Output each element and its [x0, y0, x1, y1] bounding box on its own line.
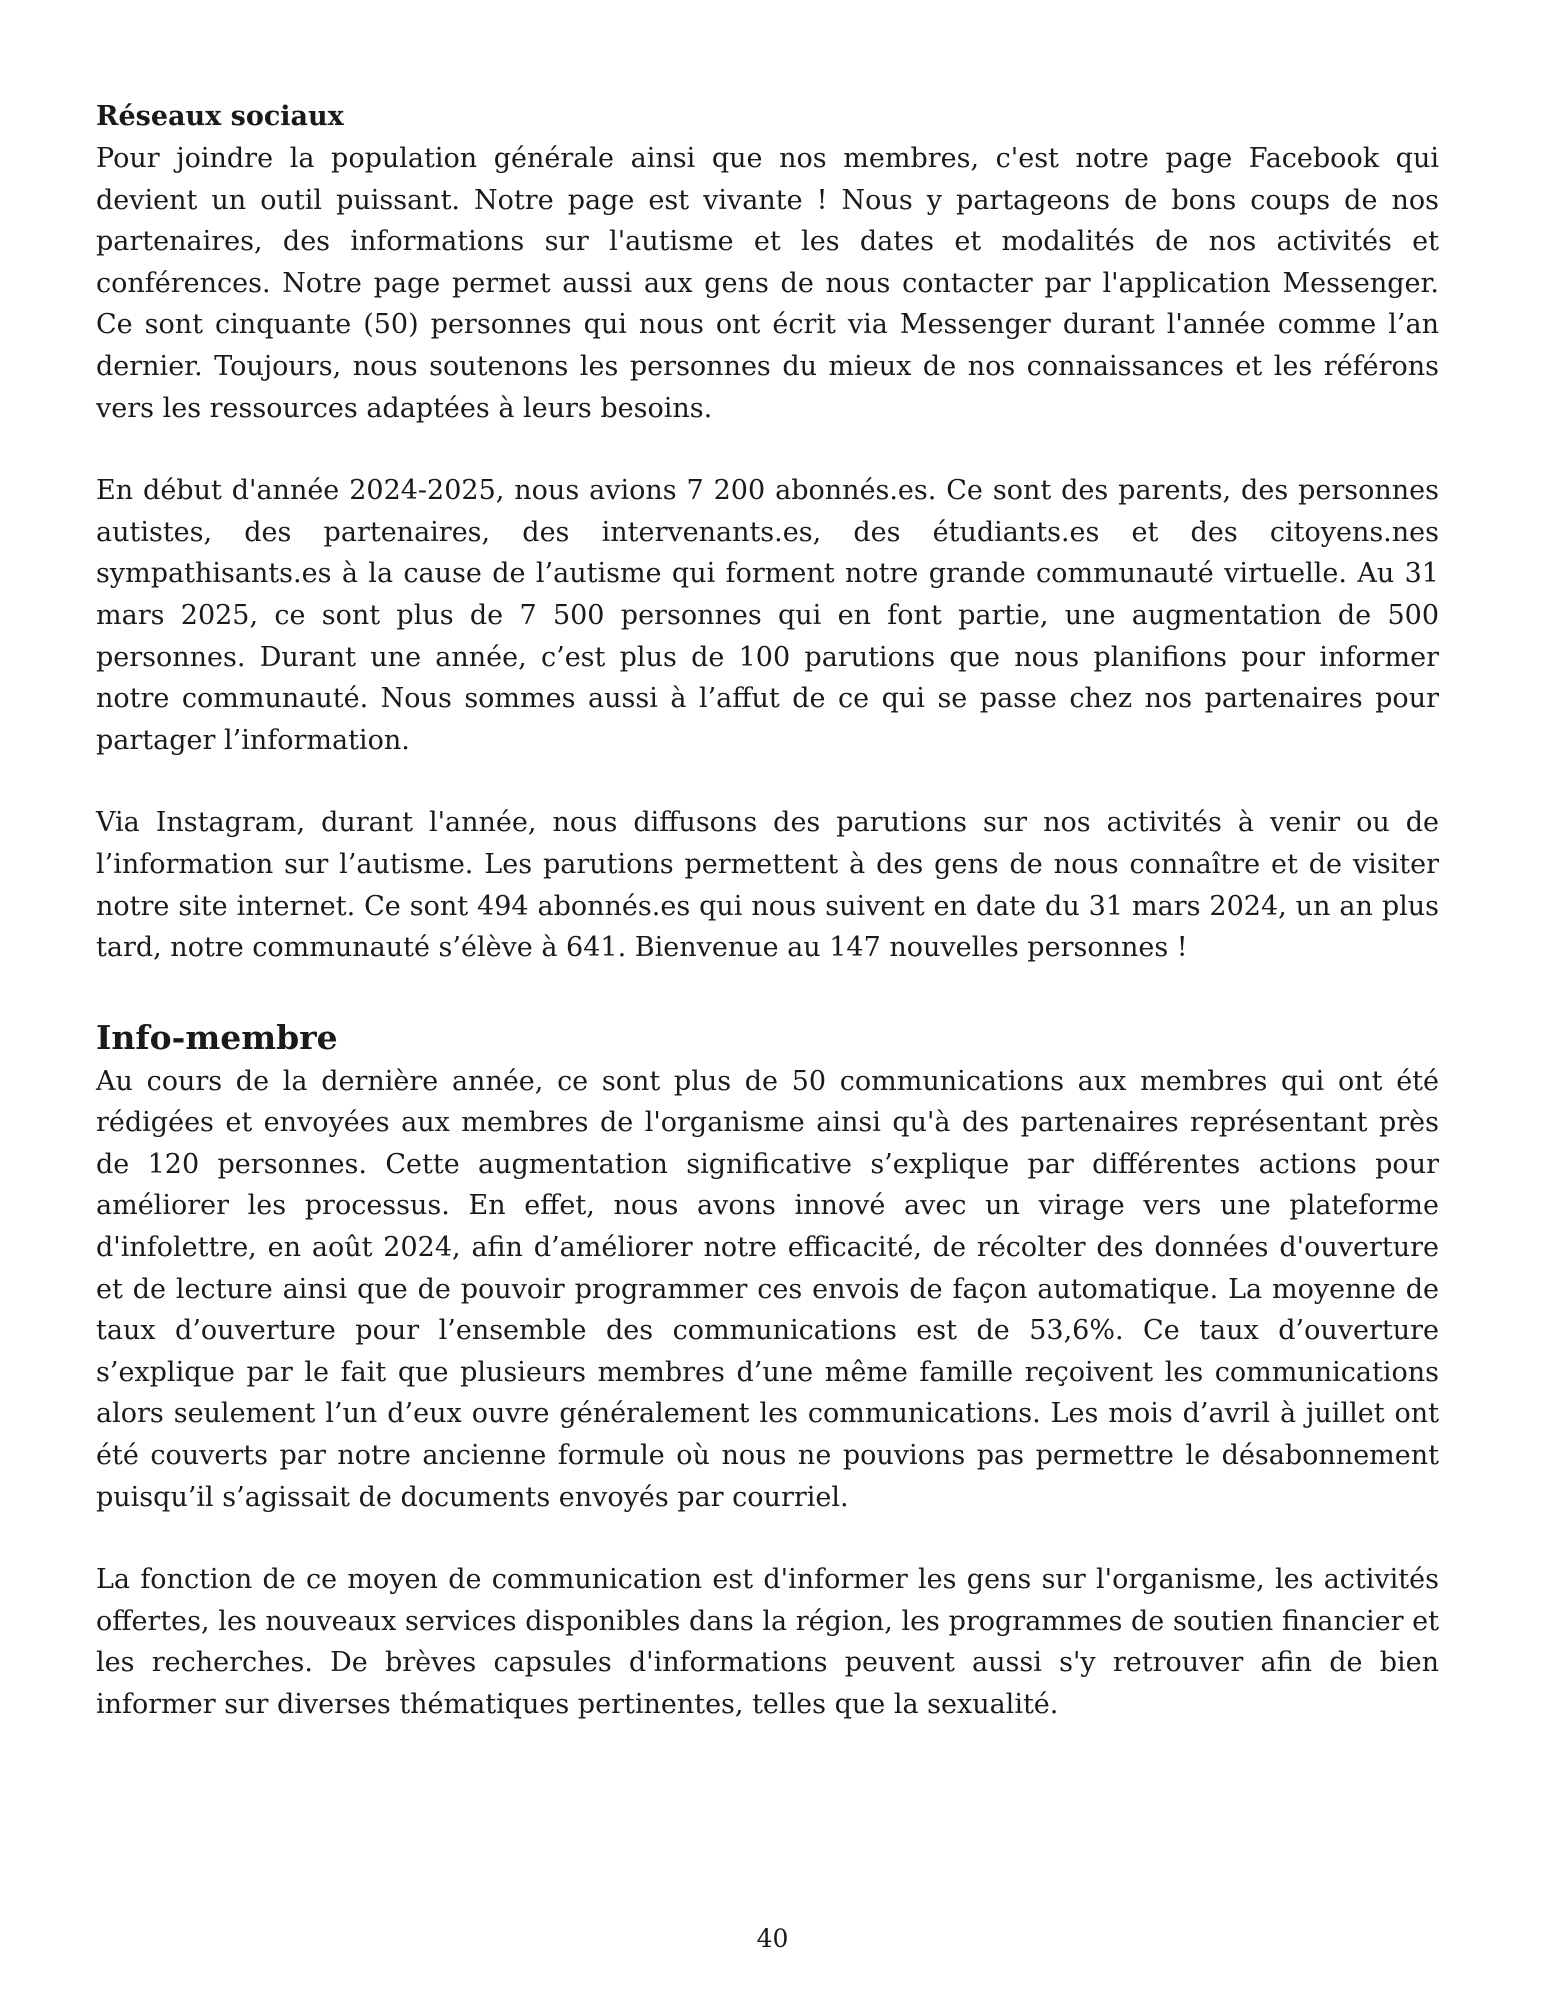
paragraph-fonction: La fonction de ce moyen de communication est d'informer les gens sur l'organisme, les activités offertes, les nouveaux services disponibles dans la région, les programmes de soutien financier et les recherches. De brèves capsules d'informations peuvent aussi s'y retrouver afin de bien informer sur diverses thématiques pertinentes, telles que la sexualité.	[96, 1564, 1439, 1720]
paragraph-communications: Au cours de la dernière année, ce sont plus de 50 communications aux membres qui ont été rédigées et envoyées aux membres de l'organisme ainsi qu'à des partenaires représentant près de 120 personnes. Cette augmentation significative s’explique par différentes actions pour améliorer les processus. En effet, nous avons innové avec un virage vers une plateforme d'infolettre, en août 2024, afin d’améliorer notre efficacité, de récolter des données d'ouverture et de lecture ainsi que de pouvoir programmer ces envois de façon automatique. La moyenne de taux d’ouverture pour l’ensemble des communications est de 53,6%. Ce taux d’ouverture s’explique par le fait que plusieurs membres d’une même famille reçoivent les communications alors seulement l’un d’eux ouvre généralement les communications. Les mois d’avril à juillet ont été couverts par notre ancienne formule où nous ne pouvions pas permettre le désabonnement puisqu’il s’agissait de documents envoyés par courriel.	[96, 1065, 1439, 1513]
section-title-reseaux-sociaux: Réseaux sociaux	[96, 101, 344, 132]
paragraph-spacer	[96, 761, 1439, 802]
section-spacer	[96, 969, 1439, 1015]
section-title-info-membre: Info-membre	[96, 1017, 338, 1057]
paragraph-facebook: Pour joindre la population générale ainsi que nos membres, c'est notre page Facebook qui devient un outil puissant. Notre page est vivante ! Nous y partageons de bons coups de nos partenaires, des informations sur l'autisme et les dates et modalités de nos activités et conférences. Notre page permet aussi aux gens de nous contacter par l'application Messenger. Ce sont cinquante (50) personnes qui nous ont écrit via Messenger durant l'année comme l’an dernier. Toujours, nous soutenons les personnes du mieux de nos connaissances et les référons vers les ressources adaptées à leurs besoins.	[96, 143, 1439, 424]
paragraph-spacer	[96, 1518, 1439, 1559]
paragraph-spacer	[96, 429, 1439, 470]
paragraph-abonnes: En début d'année 2024-2025, nous avions 7 200 abonnés.es. Ce sont des parents, des personnes autistes, des partenaires, des intervenants.es, des étudiants.es et des citoyens.nes sympathisants.es à la cause de l’autisme qui forment notre grande communauté virtuelle. Au 31 mars 2025, ce sont plus de 7 500 personnes qui en font partie, une augmentation de 500 personnes. Durant une année, c’est plus de 100 parutions que nous planifions pour informer notre communauté. Nous sommes aussi à l’affut de ce qui se passe chez nos partenaires pour partager l’information.	[96, 475, 1439, 756]
page-number: 40	[756, 1924, 789, 1953]
paragraph-instagram: Via Instagram, durant l'année, nous diffusons des parutions sur nos activités à venir ou de l’information sur l’autisme. Les parutions permettent à des gens de nous connaître et de visiter notre site internet. Ce sont 494 abonnés.es qui nous suivent en date du 31 mars 2024, un an plus tard, notre communauté s’élève à 641. Bienvenue au 147 nouvelles personnes !	[96, 807, 1439, 964]
document-page	[96, 96, 1439, 1726]
